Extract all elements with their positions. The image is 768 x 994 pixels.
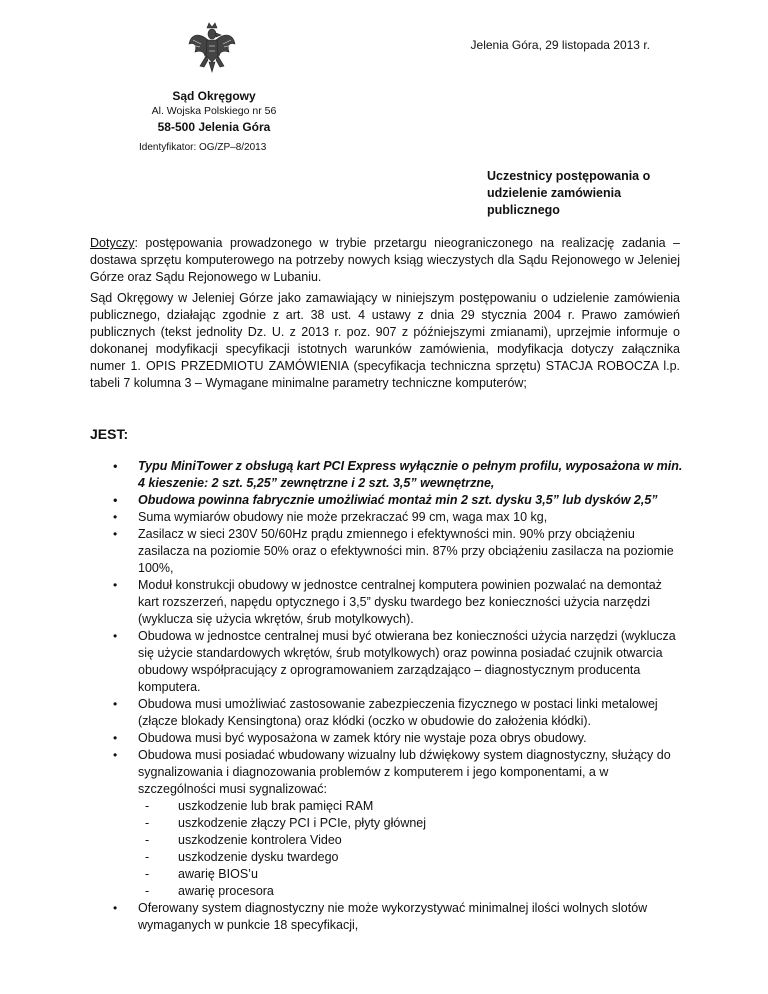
list-item: • Typu MiniTower z obsługą kart PCI Express wyłącznie o pełnym profilu, wyposażona w min. 4 kieszenie: 2 szt. 5,25” zewnętrzne i 2 szt. 3,5” wewnętrzne,: [113, 458, 683, 492]
section-heading-jest: JEST:: [90, 426, 129, 442]
sublist-item: [138, 883, 683, 900]
polish-eagle-emblem-icon: [187, 22, 237, 74]
dash-marker: -: [145, 816, 150, 830]
diagnostics-sublist: [138, 798, 683, 900]
sublist-item-text: uszkodzenie lub brak pamięci RAM: [178, 799, 374, 813]
court-city: 58-500 Jelenia Góra: [157, 120, 271, 134]
subject-label: Dotyczy: [90, 236, 135, 250]
dash-marker: -: [145, 884, 150, 898]
case-identifier: Identyfikator: OG/ZP–8/2013: [139, 142, 267, 153]
sublist-item: [138, 815, 683, 832]
list-item: • Obudowa w jednostce centralnej musi być otwierana bez konieczności użycia narzędzi (wyklucza się użycie standardowych wkrętów, śrub motylkowych) oraz powinna posiadać czujnik otwarcia obudowy współpracujący z oprogramowaniem zarządzająco – diagnostycznym producenta komputera.: [113, 628, 683, 696]
list-item: • Obudowa powinna fabrycznie umożliwiać montaż min 2 szt. dysku 3,5” lub dysków 2,5”: [113, 492, 683, 509]
sublist-item-text: awarię BIOS’u: [178, 867, 258, 881]
dash-marker: -: [145, 850, 150, 864]
sublist-item-text: uszkodzenie dysku twardego: [178, 850, 339, 864]
sublist-item: [138, 832, 683, 849]
recipients-block: Uczestnicy postępowania o udzielenie zamówienia publicznego: [487, 169, 651, 217]
sublist-item-text: awarię procesora: [178, 884, 274, 898]
list-item-text: Obudowa musi posiadać wbudowany wizualny lub dźwiękowy system diagnostyczny, służący do sygnalizowania i diagnozowania problemów z komputerem i jego komponentami, a w szczególności musi sygnalizować:: [138, 748, 671, 796]
list-item: • Moduł konstrukcji obudowy w jednostce centralnej komputera powinien pozwalać na demontaż kart rozszerzeń, napędu optycznego i 3,5” dysku twardego bez konieczności użycia narzędzi (wyklucza się użycia wkrętów, śrub motylkowych).: [113, 577, 683, 628]
subject-paragraph: [90, 235, 680, 286]
dash-marker: -: [145, 799, 150, 813]
document-date: Jelenia Góra, 29 listopada 2013 r.: [470, 38, 650, 52]
requirements-list: [113, 458, 683, 934]
list-item: • Zasilacz w sieci 230V 50/60Hz prądu zmiennego i efektywności min. 90% przy obciążeniu zasilacza na poziomie 50% oraz o efektywności min. 87% przy obciążeniu zasilacza na poziomie 100%,: [113, 526, 683, 577]
list-item: • Oferowany system diagnostyczny nie może wykorzystywać minimalnej ilości wolnych slotów wymaganych w punkcie 18 specyfikacji,: [113, 900, 683, 934]
sublist-item-text: uszkodzenie kontrolera Video: [178, 833, 342, 847]
dash-marker: -: [145, 833, 150, 847]
court-name: Sąd Okręgowy: [172, 89, 256, 103]
court-address-block: [140, 88, 288, 135]
dash-marker: -: [145, 867, 150, 881]
sublist-item: [138, 866, 683, 883]
list-item: • Obudowa musi być wyposażona w zamek który nie wystaje poza obrys obudowy.: [113, 730, 683, 747]
subject-text: : postępowania prowadzonego w trybie przetargu nieograniczonego na realizację zadania – dostawa sprzętu komputerowego na potrzeby nowych ksiąg wieczystych dla Sądu Rejonowego w Jeleniej Górze oraz Sądu Rejonowego w Lubaniu.: [90, 236, 680, 284]
court-street: Al. Wojska Polskiego nr 56: [151, 105, 277, 117]
sublist-item: [138, 798, 683, 815]
sublist-item: [138, 849, 683, 866]
list-item: • Obudowa musi umożliwiać zastosowanie zabezpieczenia fizycznego w postaci linki metalowej (złącze blokady Kensingtona) oraz kłódki (oczko w obudowie do założenia kłódki).: [113, 696, 683, 730]
list-item-diagnostics: [113, 747, 683, 900]
intro-paragraph: Sąd Okręgowy w Jeleniej Górze jako zamawiający w niniejszym postępowaniu o udzielenie zamówienia publicznego, działając zgodnie z art. 38 ust. 4 ustawy z dnia 29 stycznia 2004 r. Prawo zamówień publicznych (tekst jednolity Dz. U. z 2013 r. poz. 907 z późniejszymi zmianami), uprzejmie informuje o dokonanej modyfikacji specyfikacji istotnych warunków zamówienia, modyfikacja dotyczy załącznika numer 1. OPIS PRZEDMIOTU ZAMÓWIENIA (specyfikacja techniczna sprzętu) STACJA ROBOCZA l.p. tabeli 7 kolumna 3 – Wymagane minimalne parametry techniczne komputerów;: [90, 291, 680, 390]
sublist-item-text: uszkodzenie złączy PCI i PCIe, płyty głównej: [178, 816, 427, 830]
list-item: • Suma wymiarów obudowy nie może przekraczać 99 cm, waga max 10 kg,: [113, 509, 683, 526]
